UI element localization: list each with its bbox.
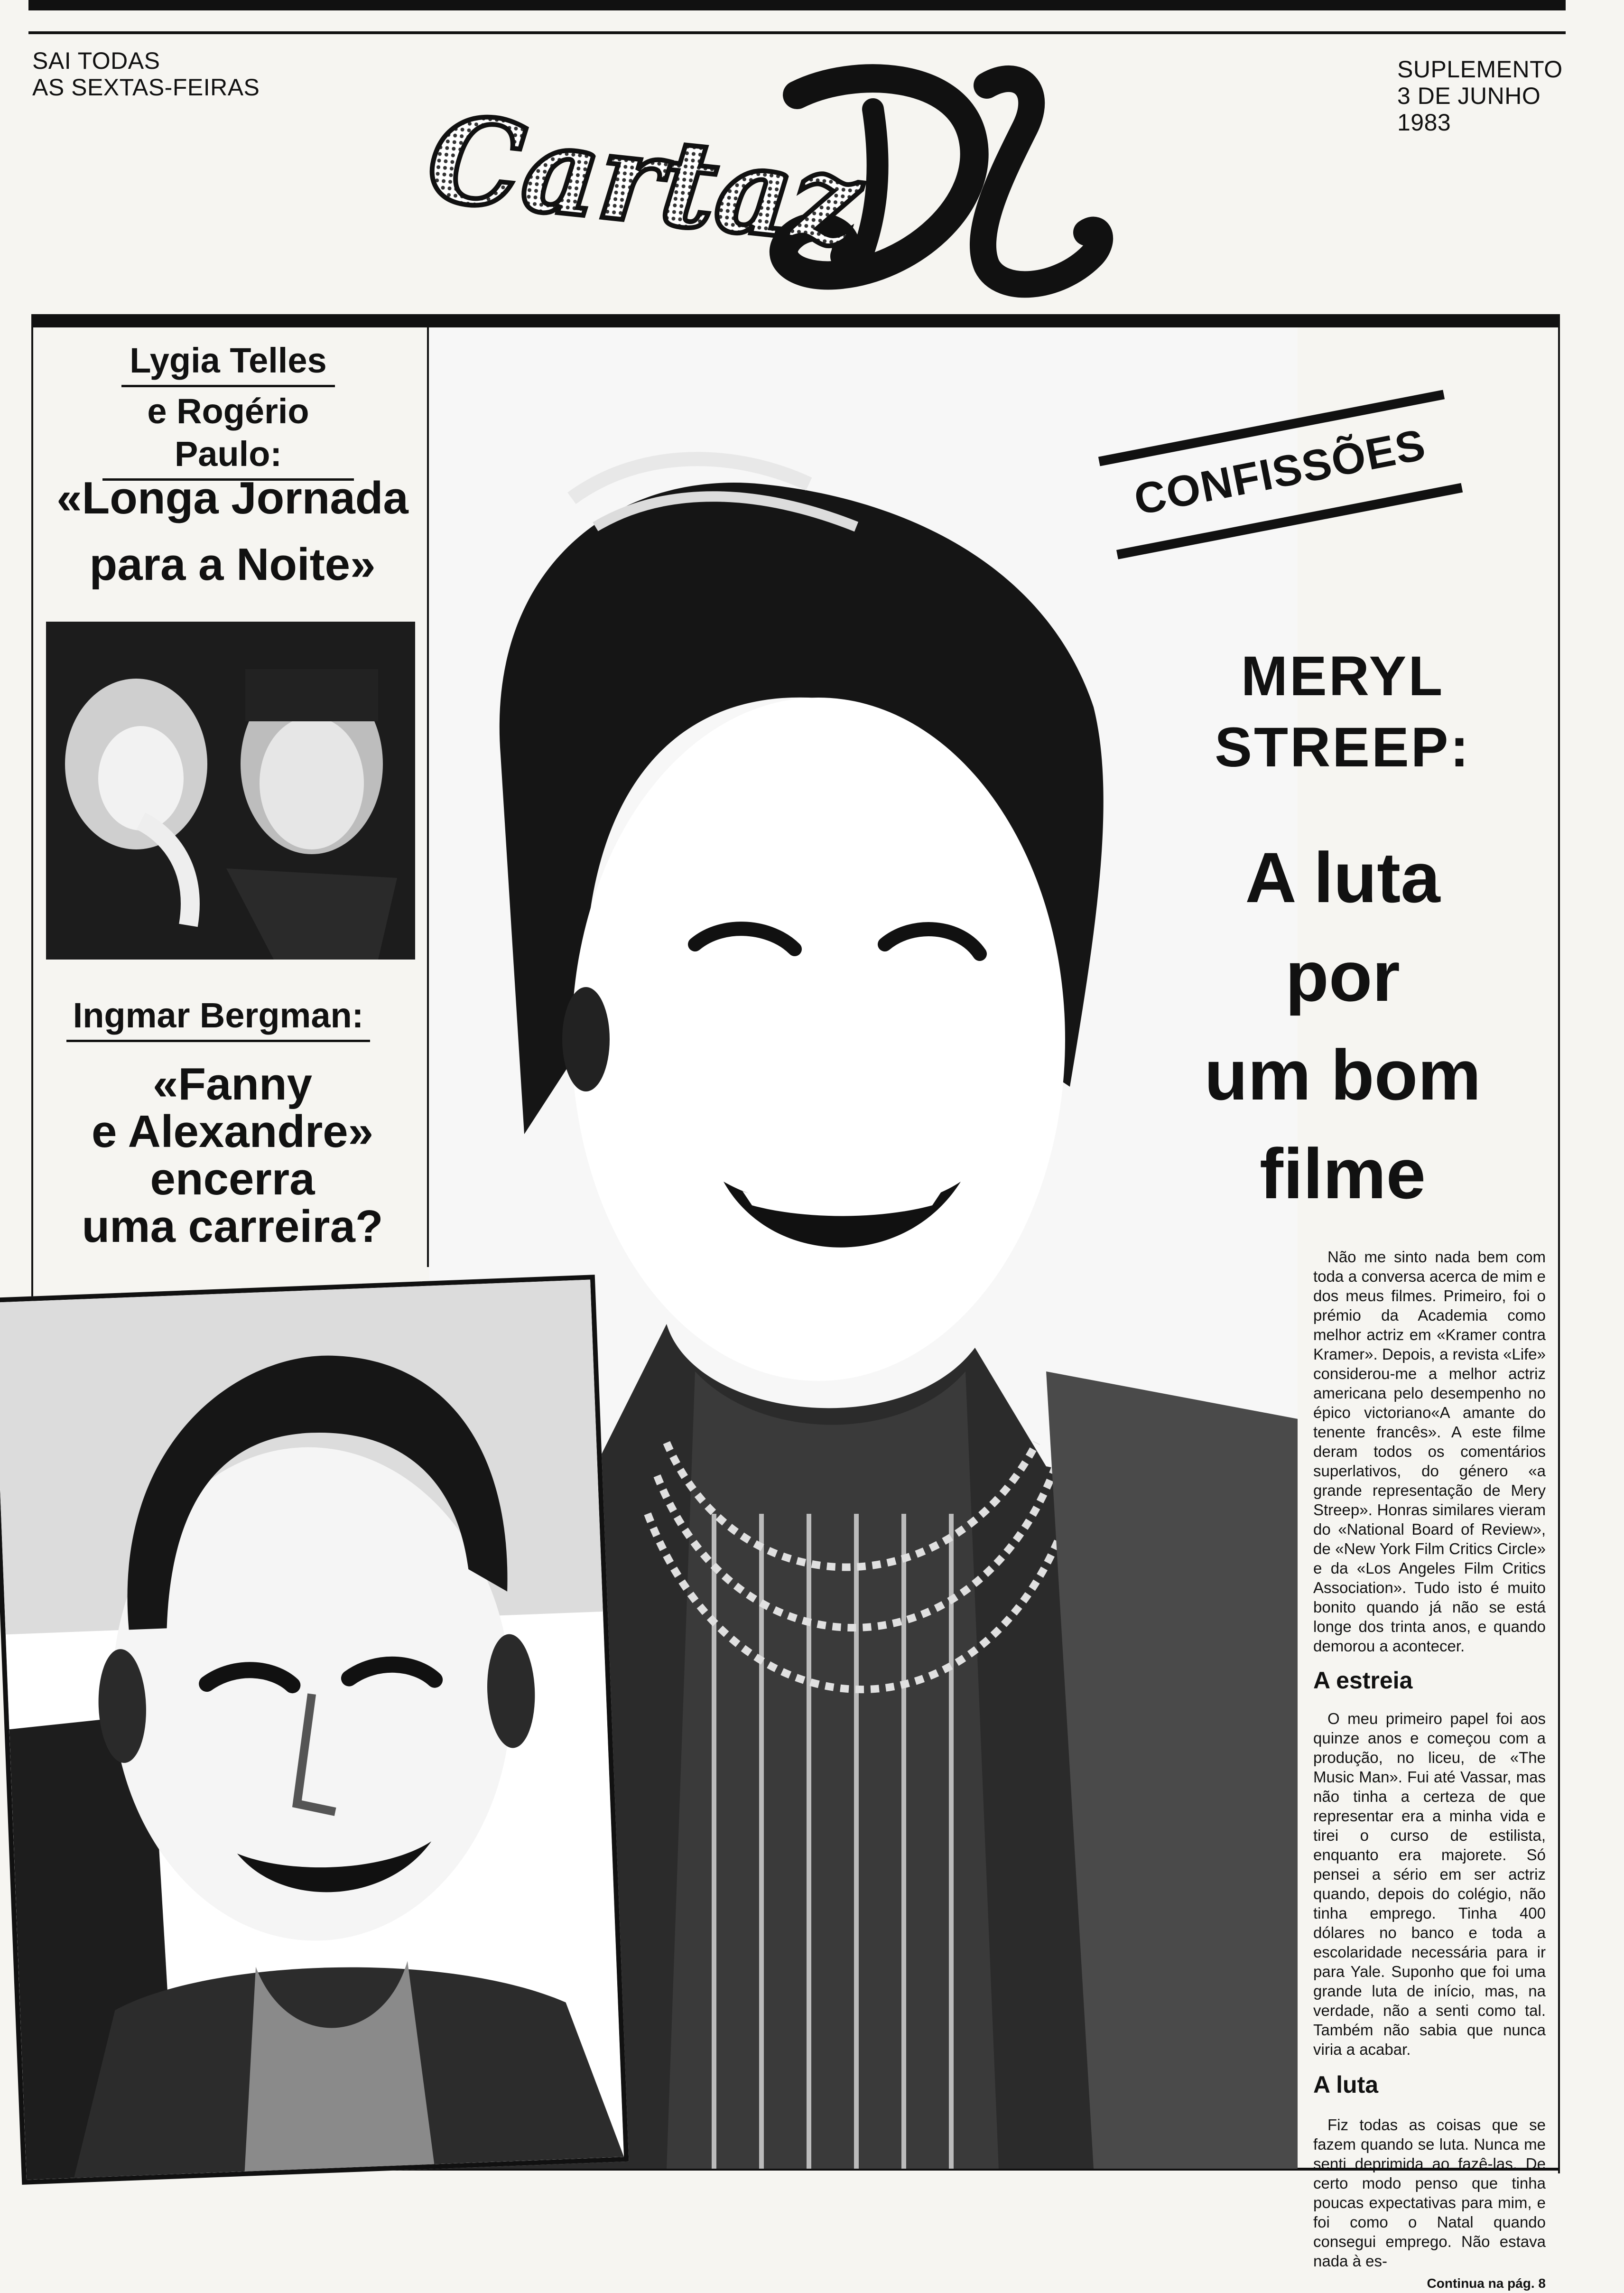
names-line-2: e Rogério Paulo:	[102, 390, 354, 481]
header-rule	[28, 31, 1566, 34]
article-body	[1313, 1247, 1546, 2293]
ingmar-bergman-photo	[0, 1275, 629, 2185]
publication-frequency	[32, 47, 260, 101]
play-title-line-2: para a Noite»	[89, 539, 376, 590]
column-divider	[427, 327, 429, 1267]
film-line-4: uma carreira?	[82, 1201, 383, 1252]
frequency-line-1: SAI TODAS	[32, 47, 160, 74]
logo-wordmark: Cartaz	[427, 88, 867, 272]
frequency-line-2: AS SEXTAS-FEIRAS	[32, 74, 260, 101]
bergman-headline	[66, 994, 370, 1042]
name-line-2: STREEP:	[1215, 716, 1471, 779]
issue-date: 3 DE JUNHO	[1397, 83, 1541, 109]
lygia-rogerio-photo	[46, 622, 415, 960]
headline-line-3: um bom	[1204, 1035, 1481, 1115]
film-line-1: «Fanny	[152, 1059, 313, 1109]
director-name: Ingmar Bergman:	[66, 994, 370, 1042]
lygia-telles-headline	[102, 339, 354, 481]
film-line-2: e Alexandre»	[91, 1106, 374, 1157]
names-line-1: Lygia Telles	[121, 339, 335, 387]
supplement-label: SUPLEMENTO	[1397, 56, 1563, 83]
film-line-3: encerra	[150, 1154, 315, 1204]
article-para-2: Fiz todas as coisas que se fazem quando se luta. Nunca me senti deprimida ao fazê-las. De certo modo penso que tinha poucas expectativas para mim, e foi como o Natal quando consegui emprego. Não estava nada à es-	[1313, 2116, 1546, 2270]
article-para-1: O meu primeiro papel foi aos quinze anos e começou com a produção, no liceu, de «The Music Man». Fui até Vassar, mas não tinha a certeza de que representar era a minha vida e tirei o curso de estilista, enquanto era majorete. Só pensei a sério em ser actriz quando, depois do colégio, não tinha emprego. Tinha 400 dólares no banco e toda a escolaridade necessária para ir para Yale. Suponho que foi uma grande luta de início, mas, na verdade, não a senti como tal. Também não sabia que nunca viria a acabar.	[1313, 1710, 1546, 2058]
frame-top-bar	[31, 314, 1558, 327]
meryl-streep-name	[1196, 641, 1490, 783]
continued-note: Continua na pág. 8	[1427, 2276, 1546, 2291]
fanny-alexandre-title	[38, 1061, 427, 1250]
article-headline	[1186, 828, 1499, 1223]
top-rule	[28, 0, 1566, 10]
subhead-luta: A luta	[1313, 2071, 1379, 2098]
subhead-estreia: A estreia	[1313, 1667, 1413, 1694]
stamp-text: CONFISSÕES	[1130, 420, 1430, 524]
play-title-line-1: «Longa Jornada	[56, 473, 408, 523]
issue-year: 1983	[1397, 109, 1451, 136]
longa-jornada-title	[38, 465, 427, 598]
headline-line-1: A luta	[1245, 838, 1440, 917]
cartaz-dl-logo	[427, 52, 1162, 318]
headline-line-2: por	[1285, 936, 1400, 1016]
headline-line-4: filme	[1259, 1134, 1426, 1213]
article-intro: Não me sinto nada bem com toda a conversa acerca de mim e dos meus filmes. Primeiro, foi o prémio da Academia como melhor actriz em «Kramer contra Kramer». Depois, a revista «Life» considerou-me a melhor actriz americana pelo desempenho no épico victoriano«A amante do tenente francês». A este filme deram todos os comentários superlativos, do género «a grande representação de Mery Streep». Honras similares vieram do «National Board of Review», de «New York Film Critics Circle» e da «Los Angeles Film Critics Association». Tudo isto é muito bonito quando já não se está longe dos trinta anos, e quando demorou a acontecer.	[1313, 1248, 1546, 1655]
issue-info	[1397, 56, 1563, 136]
name-line-1: MERYL	[1241, 645, 1445, 708]
